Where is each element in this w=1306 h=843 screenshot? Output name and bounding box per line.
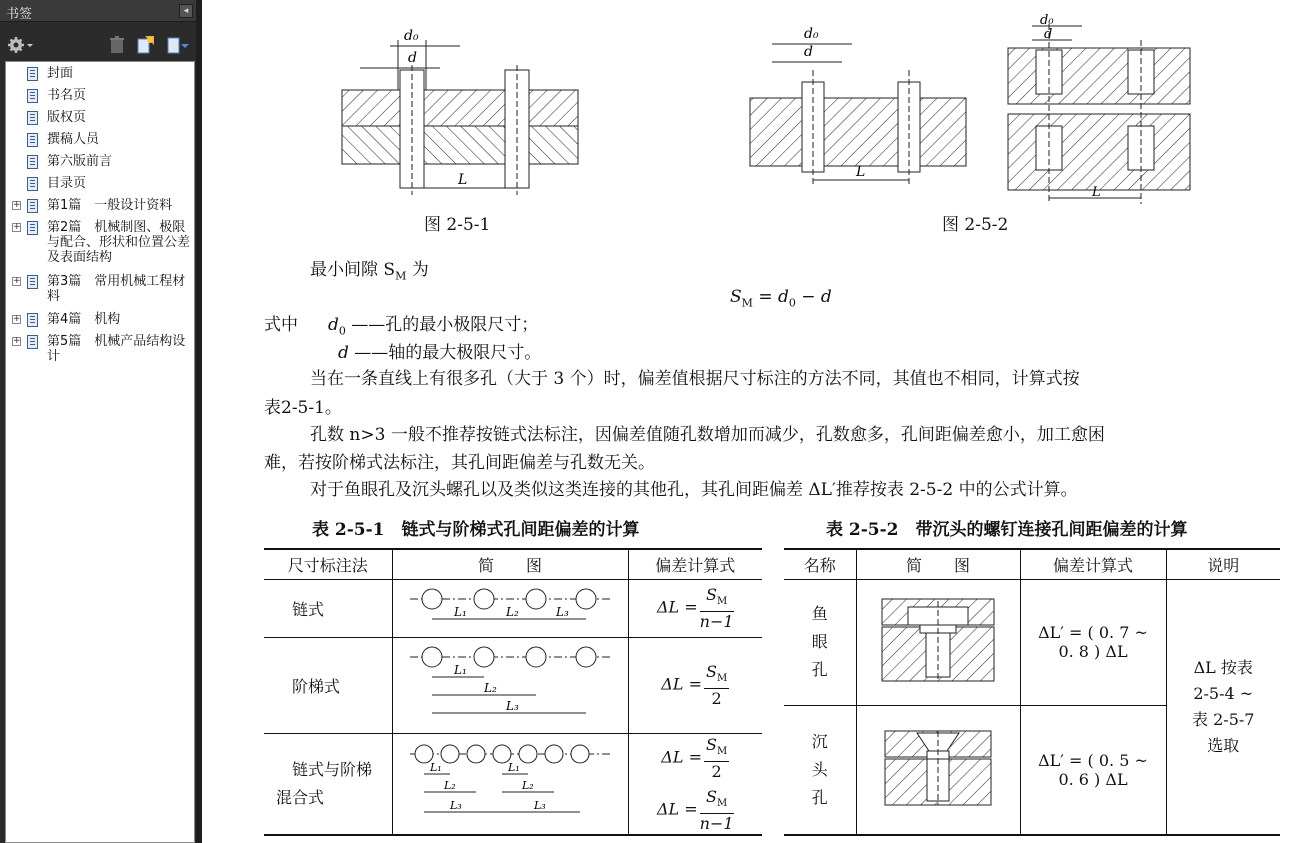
t2-r2-formula-l1: ΔL′ = ( 0. 5 ~ [1038,750,1148,770]
t2-r1-name-2: 眼 [811,632,828,651]
bookmark-item[interactable] [6,198,194,218]
table-2-5-2 [784,548,1280,836]
bookmark-label: 第3篇 常用机械工程材料 [47,274,186,304]
clearance-formula [730,287,832,313]
fig2-L-label: L [856,164,866,180]
t2-r2-name-2: 头 [811,759,828,779]
svg-text:L₃: L₃ [556,605,569,619]
svg-text:L₁: L₁ [454,605,467,619]
table-2-5-1 [264,548,762,836]
new-bookmark-icon[interactable] [136,34,156,56]
t1-row1-diagram [392,579,628,637]
bookmark-page-icon [27,67,38,81]
min-clearance-text: 最小间隙 S [310,260,396,280]
paragraph-3: 对于鱼眼孔及沉头螺孔以及类似这类连接的其他孔，其孔间距偏差 ΔL′推荐按表 2-5-2 中的公式计算。 [310,480,1078,500]
def1-text: ——孔的最小极限尺寸； [345,315,539,335]
t1-r1-sub: M [716,596,728,608]
t2-r1-formula-l1: ΔL′ = ( 0. 7 ~ [1038,623,1148,642]
bookmark-item[interactable] [6,274,194,304]
t1-r3-num-a: S [705,734,717,754]
fig2-d-label: d [804,44,813,60]
table-2-5-2-title: 表 2-5-2 带沉头的螺钉连接孔间距偏差的计算 [826,520,1188,540]
definition-d0 [328,315,538,341]
fig1-d0-label: d₀ [404,28,419,44]
fig1-d-label: d [408,50,417,66]
t1-row3-method [264,733,392,835]
t1-header-method: 尺寸标注法 [264,549,392,579]
t2-note-3: 表 2-5-7 [1192,709,1255,729]
bookmark-item[interactable] [6,110,194,130]
fig2b-d-label: d [1044,27,1053,42]
def2-sym: d [338,343,349,363]
t1-r3-num-b: S [705,786,717,806]
bookmark-label: 第1篇 一般设计资料 [47,198,173,213]
bookmarks-header [0,0,202,22]
t2-r1-formula-l2: 0. 8 ) ΔL [1058,642,1128,661]
formula-rhs-a: = d [752,287,789,307]
document-page [202,0,1306,843]
bookmark-label: 第六版前言 [47,154,113,169]
formula-rhs-sub: 0 [788,296,796,310]
t2-note-2: 2-5-4 ~ [1193,683,1254,703]
t1-r1-frac [700,585,734,631]
svg-text:L₂: L₂ [506,605,519,619]
bookmark-page-icon [27,111,38,125]
bookmark-label: 第4篇 机构 [47,312,121,327]
t1-r3-sub-a: M [716,745,728,757]
t1-r3-method-l1: 链式与阶梯 [292,759,373,779]
bookmark-label: 目录页 [47,176,87,191]
t1-row2-method: 阶梯式 [264,637,392,733]
fig2b-L-label: L [1092,185,1101,200]
svg-text:L₂: L₂ [522,778,534,792]
t1-r3-den-b: n−1 [699,813,734,833]
t2-note-1: ΔL 按表 [1193,657,1253,677]
formula-lhs: S [730,287,742,307]
t1-row2-formula [628,637,762,733]
t1-r2-delta: ΔL = [661,674,702,694]
t2-row2-name [784,705,856,835]
t1-r1-delta: ΔL = [656,597,698,617]
expand-icon[interactable]: + [13,336,21,346]
paragraph-2-line-1: 孔数 n>3 一般不推荐按链式法标注，因偏差值随孔数增加而减少，孔数愈多，孔间距偏差愈小，加工愈困 [310,425,1105,445]
t1-r3-frac-b [700,787,734,833]
svg-text:L₁: L₁ [508,760,520,774]
t1-r2-den: 2 [711,689,722,709]
t2-row2-formula [1020,705,1166,835]
table-2-5-1-title: 表 2-5-1 链式与阶梯式孔间距偏差的计算 [312,520,640,540]
t1-header-diagram: 简 图 [392,549,628,579]
figure-2-5-2 [742,10,1192,208]
t2-header-note: 说明 [1166,549,1280,579]
formula-sub: M [741,296,753,310]
t2-row1-diagram [856,579,1020,705]
bookmark-page-icon [27,335,38,349]
t1-r2-num: S [705,661,717,681]
collapse-panel-button[interactable]: ◂ [179,4,193,18]
bookmark-page-icon [27,133,38,147]
fig2b-d0-label: d₀ [1040,13,1054,28]
t1-header-formula: 偏差计算式 [628,549,762,579]
bookmark-item[interactable] [6,66,194,86]
delete-icon[interactable] [108,34,126,56]
bookmarks-title: 书签 [6,7,33,22]
t2-row1-formula [1020,579,1166,705]
fisheye-hole-diagram [880,597,996,683]
chain-diagram [410,581,610,631]
figure-2-5-2-caption: 图 2-5-2 [942,215,1009,235]
bookmark-page-icon [27,155,38,169]
def2-text: ——轴的最大极限尺寸。 [348,343,542,363]
bookmarks-tree [5,61,195,843]
step-diagram [410,643,610,723]
t1-r3-frac-a [704,735,729,781]
t2-r1-name-3: 孔 [811,660,828,679]
t2-header-formula: 偏差计算式 [1020,549,1166,579]
fig2-d0-label: d₀ [804,26,819,42]
bookmark-item[interactable] [6,312,194,332]
wei-text: 为 [406,260,429,280]
min-clearance-line [310,260,429,286]
gear-icon[interactable] [6,34,34,56]
bookmarks-panel [0,0,202,843]
svg-text:L₂: L₂ [444,778,456,792]
t1-r1-num: S [705,584,717,604]
t2-row1-name [784,579,856,705]
paragraph-1-line-2: 表2-5-1。 [264,398,342,418]
bookmark-item[interactable] [6,176,194,196]
bookmark-label: 版权页 [47,110,87,125]
bookmark-page-icon [27,313,38,327]
expand-icon[interactable]: + [13,222,21,232]
svg-text:L₂: L₂ [484,681,497,695]
figure-2-5-1-caption: 图 2-5-1 [424,215,491,235]
figure-2-5-1 [330,10,590,200]
mixed-diagram [410,740,610,824]
bookmark-page-icon [27,199,38,213]
svg-text:L₁: L₁ [454,663,467,677]
t2-r1-name-1: 鱼 [811,604,828,623]
bookmarks-toolbar [0,34,202,58]
svg-text:L₃: L₃ [506,699,519,713]
t1-row3-diagram [392,733,628,835]
t1-row3-formula [628,733,762,835]
expand-icon[interactable]: + [13,276,21,286]
bookmark-page-icon [27,275,38,289]
t2-row2-diagram [856,705,1020,835]
def1-sym: d [328,315,339,335]
paragraph-2-line-2: 难，若按阶梯式法标注，其孔间距偏差与孔数无关。 [264,453,655,473]
t1-row1-method: 链式 [264,579,392,637]
t2-r2-name-3: 孔 [811,787,828,807]
t1-r3-delta-b: ΔL = [656,799,698,819]
t1-row1-formula [628,579,762,637]
countersunk-hole-diagram [883,729,993,807]
t1-r3-method-l2: 混合式 [276,787,325,807]
svg-text:L₃: L₃ [450,798,462,812]
t1-r2-frac [704,662,729,708]
t2-header-diagram: 简 图 [856,549,1020,579]
bookmark-label: 第2篇 机械制图、极限与配合、形状和位置公差及表面结构 [47,220,191,265]
t2-r2-name-1: 沉 [811,731,828,751]
t1-r1-den: n−1 [699,612,734,632]
t1-r3-delta-a: ΔL = [661,747,702,767]
t2-note-4: 选取 [1207,735,1240,755]
t2-r2-formula-l2: 0. 6 ) ΔL [1058,769,1128,789]
bookmark-page-icon [27,221,38,235]
bookmark-label: 撰稿人员 [47,132,100,147]
fig1-L-label: L [458,172,468,188]
sub-M: M [395,269,407,283]
bookmark-item[interactable] [6,334,194,364]
expand-icon[interactable]: + [13,200,21,210]
definition-d [338,343,541,363]
svg-text:L₁: L₁ [430,760,442,774]
where-label: 式中 [264,315,298,335]
t2-note [1166,579,1280,835]
t2-header-name: 名称 [784,549,856,579]
expand-icon[interactable]: + [13,314,21,324]
t1-r3-sub-b: M [716,797,728,809]
t1-row2-diagram [392,637,628,733]
bookmark-item[interactable] [6,220,194,265]
bookmark-label: 第5篇 机械产品结构设计 [47,334,186,364]
bookmark-item[interactable] [6,154,194,174]
bookmark-page-icon [27,89,38,103]
paragraph-1-line-1: 当在一条直线上有很多孔（大于 3 个）时，偏差值根据尺寸标注的方法不同，其值也不相同，计算式按 [310,369,1080,389]
def1-sub: 0 [338,324,346,338]
formula-rhs-b: − d [795,287,832,307]
t1-r2-sub: M [716,673,728,685]
bookmark-page-icon [27,177,38,191]
bookmark-item[interactable] [6,132,194,152]
bookmark-item[interactable] [6,88,194,108]
bookmark-label: 书名页 [47,88,87,103]
bookmark-options-icon[interactable] [166,34,190,56]
t1-r3-den-a: 2 [711,761,722,781]
svg-text:L₃: L₃ [534,798,546,812]
bookmark-label: 封面 [47,66,74,81]
